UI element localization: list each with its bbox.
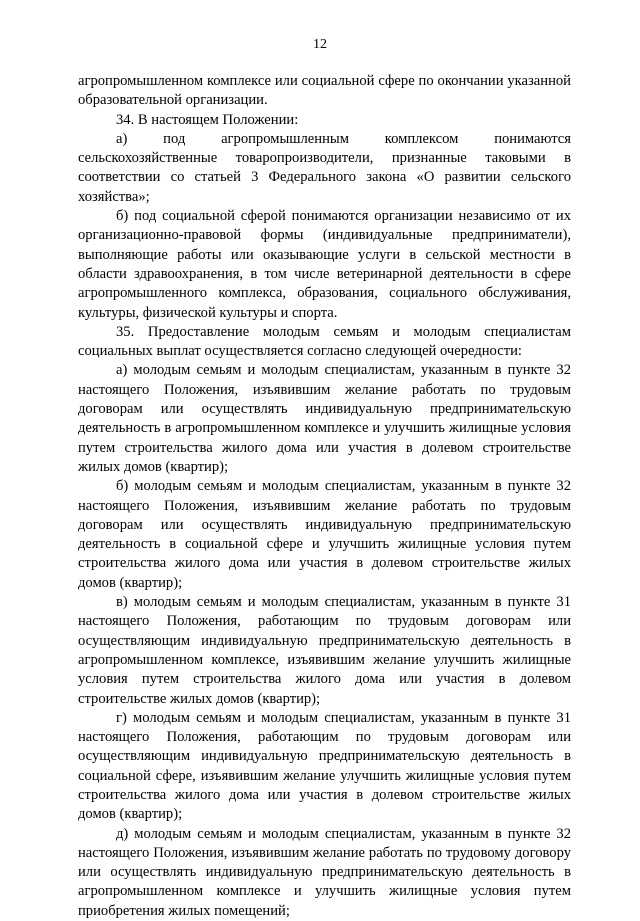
paragraph-34: 34. В настоящем Положении: bbox=[116, 111, 299, 128]
document-body bbox=[78, 72, 571, 921]
paragraph-35-d: д) молодым семьям и молодым специалистам, указанным в пункте 32 настоящего Положения, изъявившим желание работать по трудовому договору или осуществлять индивидуальную предпринимательскую деятельность в агропромышленном комплексе и улучшить жилищные условия путем приобретения жилых помещений; bbox=[78, 825, 571, 919]
paragraph-35-g: г) молодым семьям и молодым специалистам, указанным в пункте 31 настоящего Положения, работающим по трудовым договорам или осуществляющим индивидуальную предпринимательскую деятельность в социальной сфере, изъявившим желание улучшить жилищные условия путем строительства жилого дома или участия в долевом строительстве жилых домов (квартир); bbox=[78, 709, 571, 823]
page-number: 12 bbox=[313, 37, 327, 52]
paragraph-35: 35. Предоставление молодым семьям и молодым специалистам социальных выплат осуществляется согласно следующей очередности: bbox=[78, 323, 571, 360]
paragraph-35-v: в) молодым семьям и молодым специалистам, указанным в пункте 31 настоящего Положения, работающим по трудовым договорам или осуществляющим индивидуальную предпринимательскую деятельность в агропромышленном комплексе, изъявившим желание улучшить жилищные условия путем строительства жилого дома или участия в долевом строительстве жилых домов (квартир); bbox=[78, 594, 571, 707]
paragraph-35-a: а) молодым семьям и молодым специалистам, указанным в пункте 32 настоящего Положения, изъявившим желание работать по трудовым договорам или осуществлять индивидуальную предпринимательскую деятельность в агропромышленном комплексе и улучшить жилищные условия путем строительства жилого дома или участия в долевом строительстве жилых домов (квартир); bbox=[78, 362, 571, 475]
paragraph-34-a: а) под агропромышленным комплексом понимаются сельскохозяйственные товаропроизводители, признанные таковыми в соответствии со статьей 3 Федерального закона «О развитии сельского хозяйства»; bbox=[78, 130, 571, 205]
paragraph-34-b: б) под социальной сферой понимаются организации независимо от их организационно-правовой формы (индивидуальные предприниматели), выполняющие работы или оказывающие услуги в сельской местности в области здравоохранения, в том числе ветеринарной деятельности в сфере агропромышленного комплекса, образования, социального обслуживания, культуры, физической культуры и спорта. bbox=[78, 208, 571, 321]
paragraph-continuation: агропромышленном комплексе или социальной сфере по окончании указанной образовательной организации. bbox=[78, 73, 571, 109]
paragraph-35-b: б) молодым семьям и молодым специалистам, указанным в пункте 32 настоящего Положения, изъявившим желание работать по трудовым договорам или осуществлять индивидуальную предпринимательскую деятельность в социальной сфере и улучшить жилищные условия путем строительства жилого дома или участия в долевом строительстве жилых домов (квартир); bbox=[78, 478, 571, 591]
